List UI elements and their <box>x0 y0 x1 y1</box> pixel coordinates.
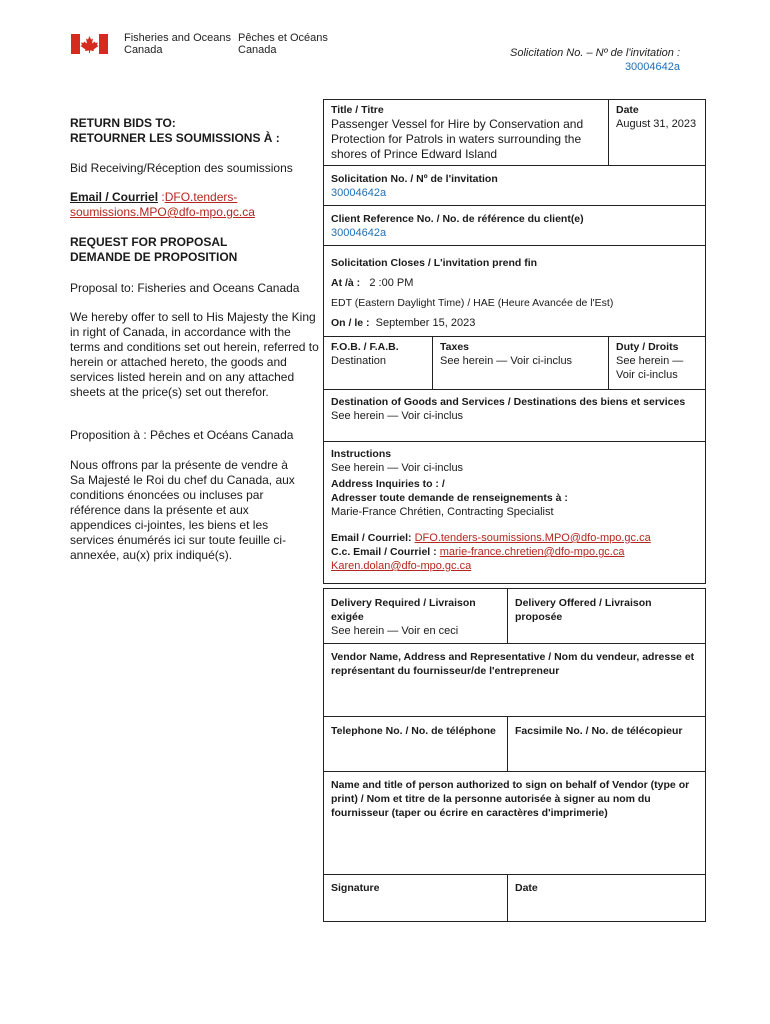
solicitation-number: 30004642a <box>624 61 680 73</box>
vendor-form <box>323 588 706 922</box>
client-reference-cell: Client Reference No. / No. de référence du client(e) 30004642a <box>331 213 584 239</box>
proposal-to: Proposal to: Fisheries and Oceans Canada <box>70 281 300 295</box>
signature-cell[interactable]: Signature <box>331 882 380 894</box>
delivery-offered-cell[interactable]: Delivery Offered / Livraison proposée <box>507 589 705 643</box>
return-email: Email / Courriel :DFO.tenders- soumissions.MPO@dfo-mpo.gc.ca <box>70 190 255 219</box>
bid-receiving: Bid Receiving/Réception des soumissions <box>70 161 293 175</box>
department-name-en: Fisheries and Oceans Canada <box>124 32 231 56</box>
taxes-cell: Taxes See herein — Voir ci-inclus <box>432 337 608 389</box>
duty-cell: Duty / Droits See herein — Voir ci-inclus <box>608 337 705 389</box>
telephone-cell[interactable]: Telephone No. / No. de téléphone <box>331 725 496 737</box>
offer-text-en: We hereby offer to sell to His Majesty the King in right of Canada, in accordance with the terms and conditions set out herein, referred to herein or attached hereto, the goods and services listed herein and on any attached sheets at the price(s) set out therefor. <box>70 310 319 399</box>
facsimile-cell[interactable]: Facsimile No. / No. de télécopieur <box>507 717 705 771</box>
inquiry-email-link[interactable]: DFO.tenders-soumissions.MPO@dfo-mpo.gc.ca <box>414 532 651 544</box>
solicitation-header <box>510 46 680 74</box>
return-bids-heading: RETURN BIDS TO: RETOURNER LES SOUMISSIONS À : <box>70 116 280 145</box>
return-email-link[interactable]: DFO.tenders- <box>164 190 238 204</box>
solicitation-no-cell: Solicitation No. / Nº de l'invitation 30004642a <box>331 173 498 199</box>
cc-email-link-1[interactable]: marie-france.chretien@dfo-mpo.gc.ca <box>439 546 625 558</box>
title-value: Passenger Vessel for Hire by Conservation and Protection for Patrols in waters surrounding the shores of Prince Edward Island <box>331 117 584 161</box>
return-email-link-2[interactable]: soumissions.MPO@dfo-mpo.gc.ca <box>70 205 255 219</box>
offer-text-fr: Nous offrons par la présente de vendre à Sa Majesté le Roi du chef du Canada, aux conditions énoncées ou incluses par référence dans la présente et aux appendices ci-jointes, les biens et les services énumérés ici sur toute feuille ci-annexée, au(x) prix indiqué(s). <box>70 458 295 562</box>
date-cell: Date August 31, 2023 <box>608 100 705 165</box>
authorized-person-cell[interactable]: Name and title of person authorized to sign on behalf of Vendor (type or print) / Nom et titre de la personne autorisée à signer au nom du fournisseur (taper ou écrire en caractères d'imprimerie) <box>331 779 690 819</box>
proposition-fr: Proposition à : Pêches et Océans Canada <box>70 428 294 442</box>
destination-cell: Destination of Goods and Services / Destinations des biens et services See herein — Voir ci-inclus <box>331 396 686 422</box>
solicitation-label: Solicitation No. – Nº de l'invitation : <box>510 47 680 59</box>
instructions-cell: Instructions See herein — Voir ci-inclus Address Inquiries to : / Adresser toute demande de renseignements à : Marie-France Chrétien, Contracting Specialist Email / Courriel: DFO.tenders-soumissions.MPO@dfo-mpo.gc.ca C.c. Email / Courriel : marie-france.chretien@dfo-mpo.gc.ca Karen.dolan@dfo-mpo.gc.ca <box>331 448 651 572</box>
closing-date: September 15, 2023 <box>375 317 476 329</box>
solicitation-form <box>323 99 706 584</box>
rfp-heading: REQUEST FOR PROPOSAL DEMANDE DE PROPOSITION <box>70 235 238 264</box>
vendor-name-cell[interactable]: Vendor Name, Address and Representative / Nom du vendeur, adresse et représentant du fournisseur/de l'entrepreneur <box>331 651 695 677</box>
signature-date-cell[interactable]: Date <box>507 875 705 921</box>
date-value: August 31, 2023 <box>616 118 697 130</box>
title-cell: Title / Titre Passenger Vessel for Hire by Conservation and Protection for Patrols in waters surrounding the shores of Prince Edward Island <box>324 100 608 165</box>
cc-email-link-2[interactable]: Karen.dolan@dfo-mpo.gc.ca <box>331 560 472 572</box>
fob-cell: F.O.B. / F.A.B. Destination <box>331 341 399 367</box>
delivery-required-cell: Delivery Required / Livraison exigée See herein — Voir en ceci <box>331 597 476 637</box>
canada-flag-logo <box>71 34 108 54</box>
closing-time: 2 :00 PM <box>369 277 414 289</box>
department-name-fr: Pêches et Océans Canada <box>238 32 328 56</box>
closing-cell: Solicitation Closes / L'invitation prend fin At /à : 2 :00 PM EDT (Eastern Daylight Time) / HAE (Heure Avancée de l'Est) On / le : September 15, 2023 <box>331 257 614 329</box>
